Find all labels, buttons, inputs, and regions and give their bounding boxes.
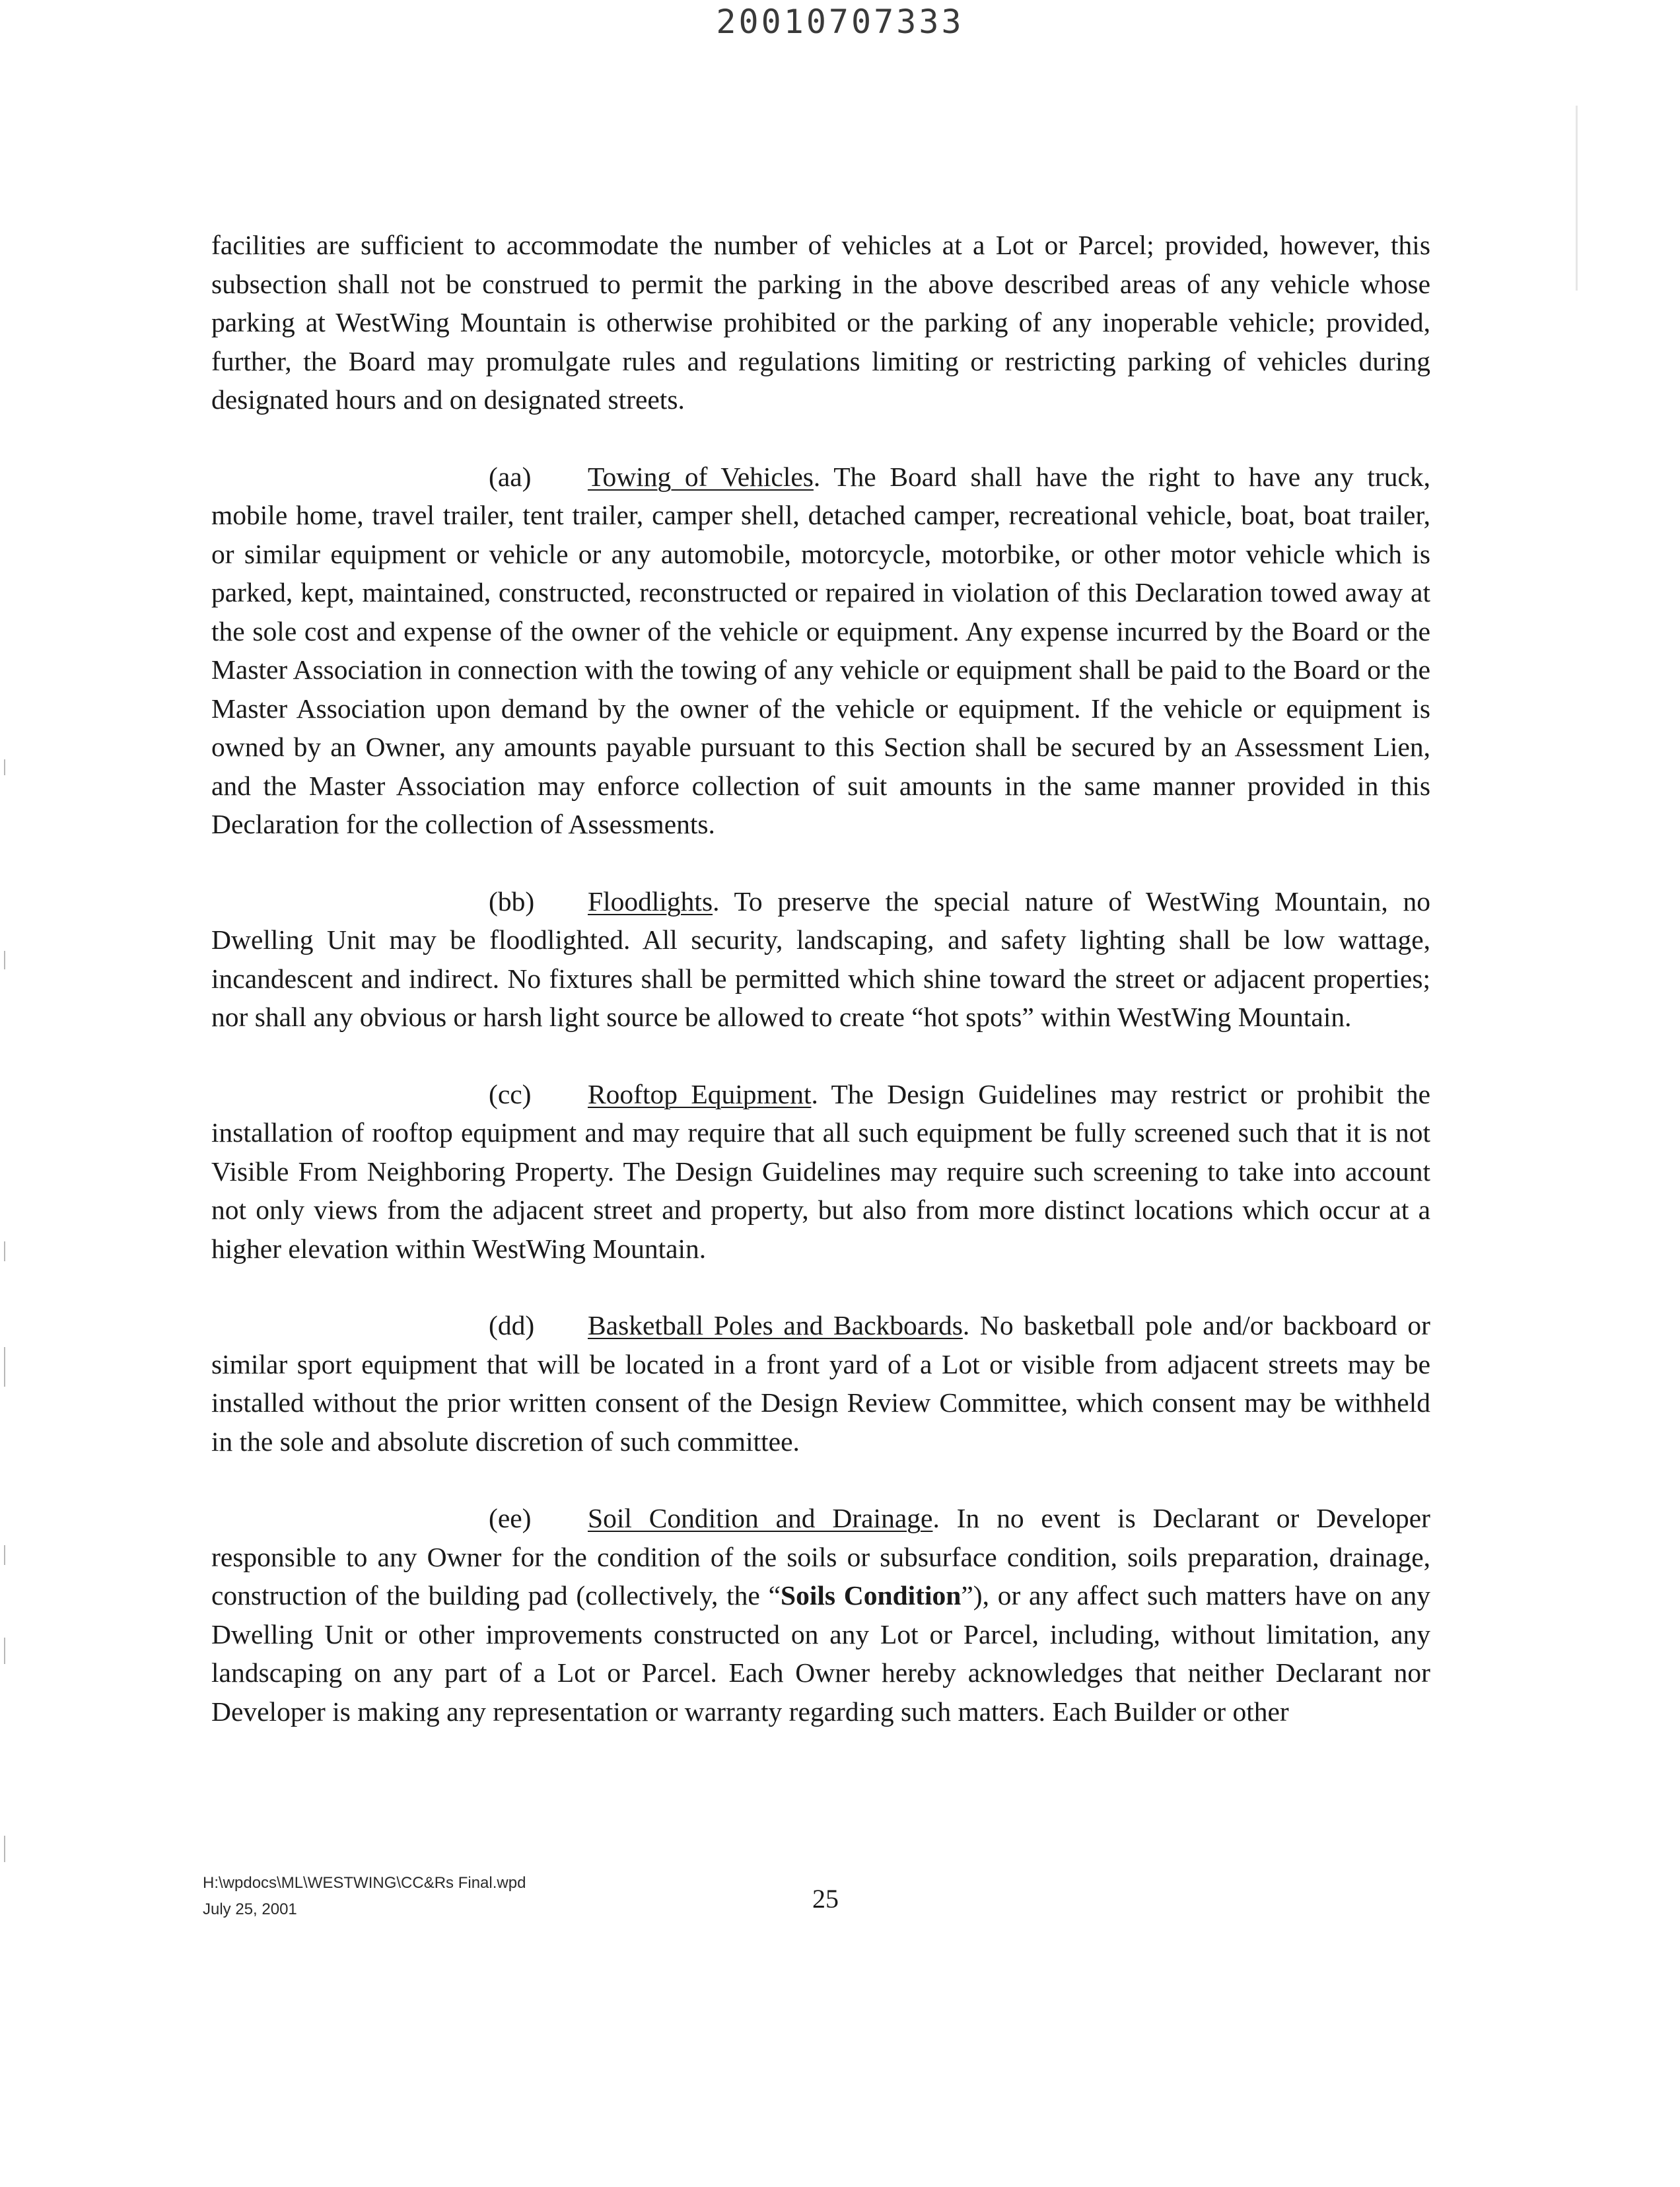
- paragraph-text: ”), or any affect such matters have on any Dwelling Unit or other improvements constructed on any Lot or Parcel, including, without limitation, any landscaping on any part of a Lot or Parcel. Each Owner hereby acknowledges that neither Declarant nor Developer is making any representation or warranty regarding such matters. Each Builder or other: [211, 1580, 1430, 1727]
- footer-file-path: H:\wpdocs\ML\WESTWING\CC&Rs Final.wpd: [203, 1874, 526, 1892]
- page-number: 25: [812, 1884, 839, 1914]
- scan-artifact: [4, 1347, 5, 1387]
- scan-artifact: [4, 951, 5, 969]
- subsection-label: (bb): [489, 885, 535, 917]
- subsection-heading: Floodlights: [588, 885, 713, 917]
- paragraph-continuation: [211, 226, 1430, 419]
- document-number: 20010707333: [716, 3, 964, 41]
- paragraph-ee: [211, 1499, 1430, 1731]
- subsection-heading: Basketball Poles and Backboards: [588, 1310, 963, 1340]
- paragraph-text: . No basketball pole and/or backboard or similar sport equipment that will be located in a front yard of a Lot or visible from adjacent streets may be installed without the prior written consent of the Design Review Committee, which consent may be withheld in the sole and absolute discretion of such committee.: [211, 1310, 1430, 1457]
- document-body: [211, 226, 1430, 1731]
- footer-file-info: [203, 1870, 526, 1923]
- paragraph-aa: [211, 458, 1430, 844]
- subsection-label: (aa): [489, 461, 532, 492]
- paragraph-text: . To preserve the special nature of WestWing Mountain, no Dwelling Unit may be floodlighted. All security, landscaping, and safety lighting shall be low wattage, incandescent and indirect. No fixtures shall be permitted which shine toward the street or adjacent properties; nor shall any obvious or harsh light source be allowed to create “hot spots” within WestWing Mountain.: [211, 885, 1430, 1032]
- subsection-heading: Rooftop Equipment: [588, 1078, 812, 1109]
- scan-artifact: [4, 1241, 5, 1261]
- subsection-heading: Towing of Vehicles: [588, 461, 814, 492]
- subsection-label: (cc): [489, 1078, 532, 1109]
- defined-term: Soils Condition: [781, 1580, 962, 1611]
- subsection-heading: Soil Condition and Drainage: [588, 1503, 933, 1533]
- paragraph-text: . The Design Guidelines may restrict or prohibit the installation of rooftop equipment and may require that all such equipment be fully screened such that it is not Visible From Neighboring Property. The Design Guidelines may require such screening to take into account not only views from the adjacent street and property, but also from more distinct locations which occur at a higher elevation within WestWing Mountain.: [211, 1078, 1430, 1264]
- paragraph-dd: [211, 1306, 1430, 1461]
- subsection-label: (dd): [489, 1310, 535, 1340]
- paragraph-bb: [211, 882, 1430, 1037]
- paragraph-text: facilities are sufficient to accommodate the number of vehicles at a Lot or Parcel; provided, however, this subsection shall not be construed to permit the parking in the above described areas of any vehicle whose parking at WestWing Mountain is otherwise prohibited or the parking of any inoperable vehicle; provided, further, the Board may promulgate rules and regulations limiting or restricting parking of vehicles during designated hours and on designated streets.: [211, 230, 1430, 415]
- paragraph-cc: [211, 1075, 1430, 1268]
- paragraph-text: . In no event is Declarant or Developer responsible to any Owner for the condition of the soils or subsurface condition, soils preparation, drainage, construction of the building pad (collectively, the “: [211, 1503, 1430, 1611]
- footer-date: July 25, 2001: [203, 1900, 297, 1918]
- subsection-label: (ee): [489, 1503, 532, 1533]
- scan-artifact: [4, 1638, 5, 1664]
- scan-artifact: [4, 1545, 5, 1565]
- scan-artifact: [4, 759, 5, 775]
- paragraph-text: . The Board shall have the right to have any truck, mobile home, travel trailer, tent trailer, camper shell, detached camper, recreational vehicle, boat, boat trailer, or similar equipment or vehicle or any automobile, motorcycle, motorbike, or other motor vehicle which is parked, kept, maintained, constructed, reconstructed or repaired in violation of this Declaration towed away at the sole cost and expense of the owner of the vehicle or equipment. Any expense incurred by the Board or the Master Association in connection with the towing of any vehicle or equipment shall be paid to the Board or the Master Association upon demand by the owner of the vehicle or equipment. If the vehicle or equipment is owned by an Owner, any amounts payable pursuant to this Section shall be secured by an Assessment Lien, and the Master Association may enforce collection of suit amounts in the same manner provided in this Declaration for the collection of Assessments.: [211, 461, 1430, 839]
- scan-artifact: [4, 1836, 5, 1862]
- scan-artifact: [1576, 106, 1578, 291]
